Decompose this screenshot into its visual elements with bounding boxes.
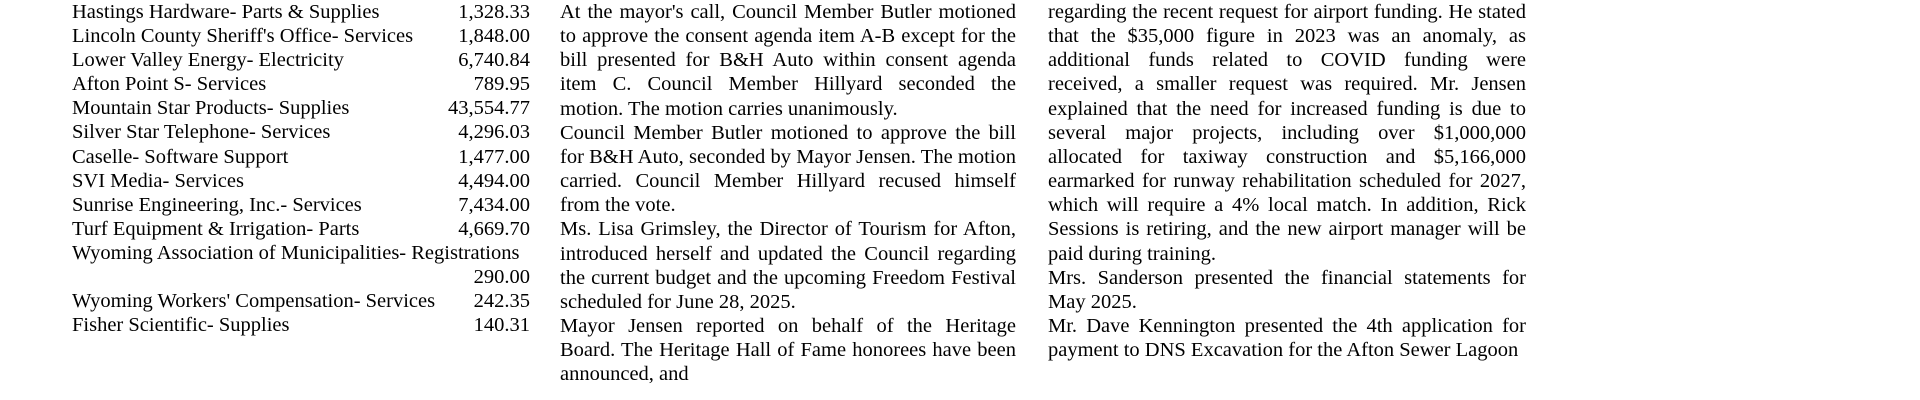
table-row	[72, 241, 530, 265]
table-row	[72, 217, 530, 241]
paragraph: Council Member Butler motioned to approve the bill for B&H Auto, seconded by Mayor Jensen. The motion carried. Council Member Hillyard recused himself from the vote.	[560, 121, 1016, 217]
bill-amount-value: 4,669.70	[458, 217, 530, 240]
paragraph: regarding the recent request for airport funding. He stated that the $35,000 figure in 2023 was an anomaly, as additional funds related to COVID funding were received, a smaller request was required. Mr. Jensen explained that the need for increased funding is due to several major projects, including over $1,000,000 allocated for taxiway construction and $5,166,000 earmarked for runway rehabilitation scheduled for 2027, which will require a 4% local match. In addition, Rick Sessions is retiring, and the new airport manager will be paid during training.	[1048, 1, 1526, 265]
bill-vendor-label: Lincoln County Sheriff's Office- Services	[72, 25, 414, 48]
table-row	[72, 72, 530, 96]
bill-vendor-label: Fisher Scientific- Supplies	[72, 314, 290, 337]
paragraph: Mr. Dave Kennington presented the 4th application for payment to DNS Excavation for the Afton Sewer Lagoon	[1048, 315, 1526, 362]
paragraph: At the mayor's call, Council Member Butler motioned to approve the consent agenda item A-B except for the bill presented for B&H Auto within consent agenda item C. Council Member Hillyard seconded the motion. The motion carries unanimously.	[560, 1, 1016, 120]
bill-amount-value: 6,740.84	[458, 49, 530, 72]
bill-vendor-label: Sunrise Engineering, Inc.- Services	[72, 193, 362, 216]
table-row	[72, 193, 530, 217]
bill-list-column	[36, 0, 536, 400]
bill-amount-value: 7,434.00	[458, 193, 530, 216]
paragraph: Mayor Jensen reported on behalf of the Heritage Board. The Heritage Hall of Fame honorees have been announced, and	[560, 315, 1016, 386]
bill-amount-value: 1,848.00	[458, 25, 530, 48]
minutes-middle-column	[536, 0, 1026, 400]
table-row	[72, 0, 530, 24]
table-row	[72, 24, 530, 48]
table-row	[72, 48, 530, 72]
bill-vendor-label: SVI Media- Services	[72, 169, 244, 192]
table-row	[72, 96, 530, 120]
bill-vendor-label: Silver Star Telephone- Services	[72, 121, 331, 144]
bill-vendor-label: Mountain Star Products- Supplies	[72, 97, 350, 120]
bill-amount-value: 43,554.77	[448, 97, 530, 120]
table-row	[72, 120, 530, 144]
paragraph: Mrs. Sanderson presented the financial statements for May 2025.	[1048, 266, 1526, 313]
bill-vendor-label: Wyoming Workers' Compensation- Services	[72, 290, 436, 313]
bill-vendor-label: Hastings Hardware- Parts & Supplies	[72, 1, 380, 23]
bill-amount-value: 140.31	[473, 314, 530, 337]
bill-amount-value: 1,328.33	[458, 1, 530, 23]
bill-amount-value: 4,494.00	[458, 169, 530, 192]
bill-amount-value: 789.95	[473, 73, 530, 96]
minutes-right-column	[1026, 0, 1526, 400]
table-row	[72, 145, 530, 169]
bill-vendor-label: Lower Valley Energy- Electricity	[72, 49, 344, 72]
paragraph: Ms. Lisa Grimsley, the Director of Tourism for Afton, introduced herself and updated the Council regarding the current budget and the upcoming Freedom Festival scheduled for June 28, 2025.	[560, 218, 1016, 313]
bill-amount-value: 4,296.03	[458, 121, 530, 144]
bill-vendor-label: Turf Equipment & Irrigation- Parts	[72, 217, 360, 240]
bill-vendor-label: Afton Point S- Services	[72, 73, 267, 96]
table-row	[72, 169, 530, 193]
bill-amount-value: 1,477.00	[458, 145, 530, 168]
bill-vendor-label: Caselle- Software Support	[72, 145, 289, 168]
table-row	[72, 313, 530, 337]
bill-amount-value: 290.00	[473, 266, 530, 289]
table-row	[72, 289, 530, 313]
table-row-amount	[72, 265, 530, 289]
bill-vendor-label: Wyoming Association of Municipalities- Registrations	[72, 241, 520, 264]
bill-amount-value: 242.35	[473, 290, 530, 313]
